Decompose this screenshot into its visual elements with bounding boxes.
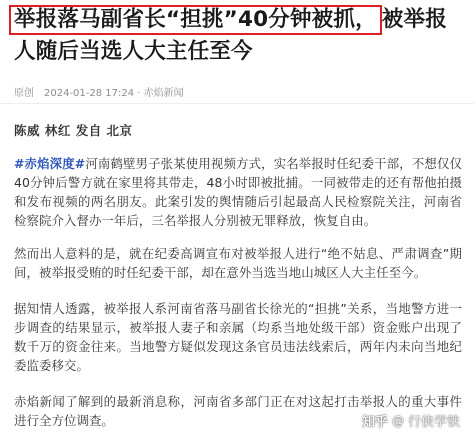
watermark-author: 行侠学铁 bbox=[407, 415, 460, 430]
headline-highlighted: 举报落马副省长“担挑”40分钟被抓， bbox=[9, 5, 382, 35]
paragraph-4: 赤焰新闻了解到的最新消息称，河南省多部门正在对这起打击举报人的重大事件进行全方位调查。 bbox=[14, 394, 462, 428]
at-sign: @ bbox=[391, 413, 404, 428]
topic-tag-link[interactable]: #赤焰深度# bbox=[14, 156, 86, 171]
paragraph-2: 然而出人意料的是，就在纪委高调宣布对被举报人进行“绝不姑息、严肃调查”期间，被举报受贿的时任纪委干部，却在意外当选当地山城区人大主任至今。 bbox=[14, 246, 462, 280]
headline-rest: 被举报人随后当选人大主任至今 bbox=[14, 7, 447, 64]
original-label: 原创 bbox=[14, 88, 34, 99]
paragraph-1 bbox=[14, 154, 462, 230]
paragraph-1-text: 河南鹤壁男子张某使用视频方式，实名举报时任纪委干部，不想仅仅40分钟后警方就在家里将其带走，48小时即被批捕。一同被带走的还有帮他拍摄和发布视频的两名朋友。此案引发的舆情随后引起最高人民检察院关注，河南省检察院介入督办一年后，三名举报人分别被无罪释放，恢复自由。 bbox=[14, 156, 462, 228]
zhihu-watermark bbox=[362, 411, 460, 430]
byline: 陈威 林红 发自 北京 bbox=[14, 123, 133, 138]
timestamp-source: 2024-01-28 17:24 · 赤焰新闻 bbox=[44, 88, 184, 99]
paragraph-3: 据知情人透露，被举报人系河南省落马副省长徐光的“担挑”关系，当地警方进一步调查的结果显示，被举报人妻子和亲属（均系当地处级干部）资金账户出现了数千万的资金往来。当地警方疑似发现这条官员违法线索后，两年内未向当地纪委监委移交。 bbox=[14, 301, 462, 373]
headline-container bbox=[14, 4, 464, 68]
zhihu-logo: 知乎 bbox=[361, 415, 388, 430]
article-meta bbox=[14, 84, 184, 99]
article-headline bbox=[14, 4, 464, 68]
meta-divider bbox=[0, 103, 474, 104]
